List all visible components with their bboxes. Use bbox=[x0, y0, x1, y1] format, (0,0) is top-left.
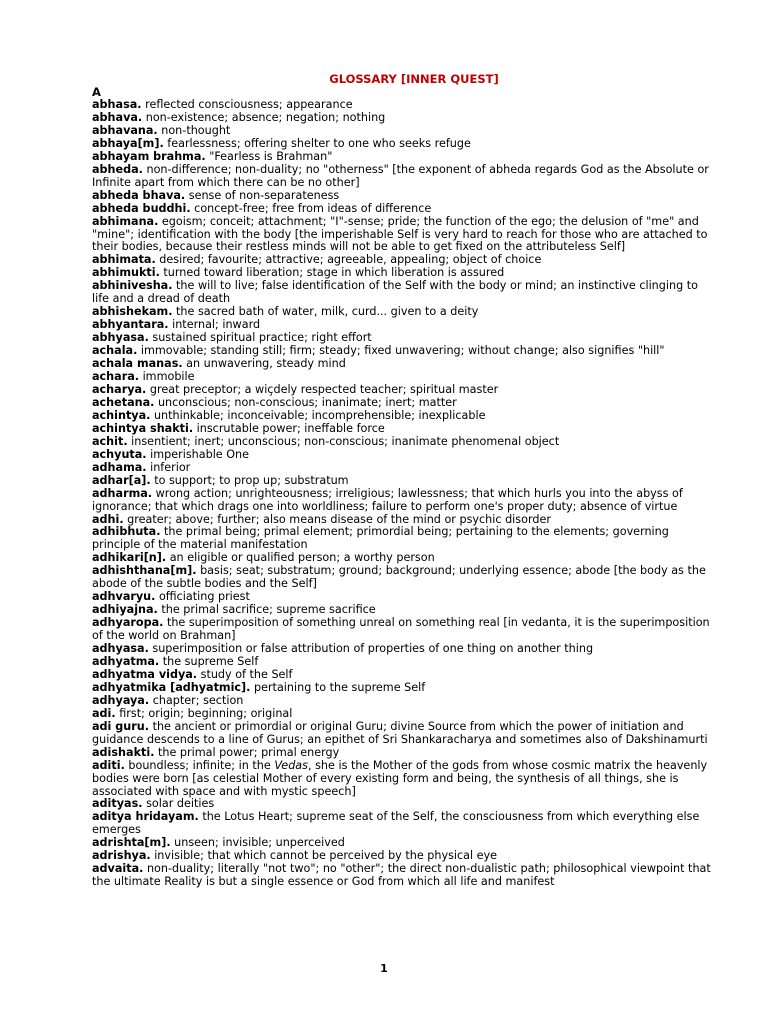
glossary-definition: superimposition or false attribution of properties of one thing on another thing bbox=[152, 642, 594, 656]
glossary-definition: fearlessness; offering shelter to one who seeks refuge bbox=[167, 136, 471, 150]
glossary-definition: an unwavering, steady mind bbox=[186, 357, 346, 371]
glossary-term: achit. bbox=[92, 434, 128, 448]
glossary-definition: non-thought bbox=[161, 123, 231, 137]
glossary-definition: turned toward liberation; stage in which liberation is assured bbox=[163, 266, 505, 280]
page-number: 1 bbox=[380, 962, 388, 975]
glossary-entry bbox=[92, 216, 718, 255]
glossary-definition: solar deities bbox=[146, 797, 215, 811]
glossary-term: achala. bbox=[92, 344, 138, 358]
glossary-term: abhishekam. bbox=[92, 305, 173, 319]
glossary-definition: an eligible or qualified person; a worthy person bbox=[169, 551, 435, 565]
glossary-term: abhimukti. bbox=[92, 266, 160, 280]
glossary-definition: great preceptor; a wiçdely respected teacher; spiritual master bbox=[149, 382, 499, 396]
glossary-definition: unthinkable; inconceivable; incomprehensible; inexplicable bbox=[153, 408, 486, 422]
glossary-definition: "Fearless is Brahman" bbox=[209, 149, 333, 163]
glossary-definition: to support; to prop up; substratum bbox=[154, 473, 349, 487]
glossary-term: adhyatma. bbox=[92, 654, 160, 668]
definition-text: boundless; infinite; in the bbox=[128, 758, 275, 772]
glossary-entry bbox=[92, 863, 718, 889]
glossary-definition: inscrutable power; ineffable force bbox=[196, 421, 385, 435]
glossary-term: adhvaryu. bbox=[92, 590, 156, 604]
glossary-definition: the primal power; primal energy bbox=[158, 745, 340, 759]
glossary-definition: desired; favourite; attractive; agreeable, appealing; object of choice bbox=[159, 253, 542, 267]
glossary-term: adharma. bbox=[92, 486, 153, 500]
glossary-term: abheda. bbox=[92, 162, 143, 176]
glossary-term: adhyatma vidya. bbox=[92, 667, 198, 681]
glossary-term: abhayam brahma. bbox=[92, 149, 206, 163]
glossary-term: adhyaya. bbox=[92, 693, 150, 707]
glossary-definition: the primal being; primal element; primordial being; pertaining to the elements; governing principle of the material manifestation bbox=[92, 525, 669, 552]
glossary-definition: concept-free; free from ideas of difference bbox=[194, 201, 432, 215]
glossary-definition: greater; above; further; also means disease of the mind or psychic disorder bbox=[127, 512, 551, 526]
glossary-term: achetana. bbox=[92, 395, 155, 409]
glossary-term: adhikari[n]. bbox=[92, 551, 167, 565]
glossary-definition: insentient; inert; unconscious; non-conscious; inanimate phenomenal object bbox=[131, 434, 560, 448]
glossary-definition: immovable; standing still; firm; steady; fixed unwavering; without change; also signifies "hill" bbox=[140, 344, 665, 358]
glossary-definition: sustained spiritual practice; right effort bbox=[152, 331, 372, 345]
glossary-definition: egoism; conceit; attachment; "I"-sense; pride; the function of the ego; the delusion of "me" and "mine"; identification with the body [the imperishable Self is very hard to reach for those who are attached to their bodies, because their restless minds will not be able to get fixed on the attributeless Self] bbox=[92, 214, 708, 254]
glossary-definition: unseen; invisible; unperceived bbox=[174, 836, 345, 850]
glossary-term: abhyasa. bbox=[92, 331, 149, 345]
glossary-entry bbox=[92, 280, 718, 306]
glossary-definition: the sacred bath of water, milk, curd... given to a deity bbox=[176, 305, 479, 319]
glossary-term: abhimana. bbox=[92, 214, 159, 228]
glossary-entry bbox=[92, 565, 718, 591]
glossary-term: abhava. bbox=[92, 110, 143, 124]
glossary-term: achintya. bbox=[92, 408, 151, 422]
glossary-term: aditya hridayam. bbox=[92, 810, 199, 824]
glossary-term: achintya shakti. bbox=[92, 421, 194, 435]
glossary-term: abhimata. bbox=[92, 253, 156, 267]
section-letter-heading: A bbox=[92, 85, 101, 99]
glossary-definition: unconscious; non-conscious; inanimate; inert; matter bbox=[157, 395, 457, 409]
glossary-definition: the superimposition of something unreal on something real [in vedanta, it is the superimposition of the world on Brahman] bbox=[92, 616, 710, 643]
glossary-definition: inferior bbox=[150, 460, 191, 474]
glossary-definition: first; origin; beginning; original bbox=[119, 706, 293, 720]
glossary-definition: the ancient or primordial or original Guru; divine Source from which the power of initiation and guidance descends to a line of Gurus; an epithet of Sri Shankaracharya and sometimes also of Dakshinamurti bbox=[92, 719, 708, 746]
glossary-definition: imperishable One bbox=[150, 447, 250, 461]
glossary-term: abheda buddhi. bbox=[92, 201, 191, 215]
glossary-definition bbox=[92, 759, 707, 798]
glossary-entry bbox=[92, 488, 718, 514]
glossary-definition: chapter; section bbox=[152, 693, 244, 707]
glossary-definition: wrong action; unrighteousness; irreligious; lawlessness; that which hurls you into the abyss of ignorance; that which drags one into worldliness; failure to perform one's proper duty; absence of virtue bbox=[92, 486, 683, 513]
glossary-entry bbox=[92, 617, 718, 643]
glossary-term: adhibhuta. bbox=[92, 525, 161, 539]
glossary-definition: basis; seat; substratum; ground; background; underlying essence; abode [the body as the abode of the subtle bodies and the Self] bbox=[92, 564, 706, 591]
glossary-term: adi guru. bbox=[92, 719, 149, 733]
glossary-definition: officiating priest bbox=[158, 590, 250, 604]
glossary-term: adi. bbox=[92, 706, 116, 720]
glossary-entry bbox=[92, 760, 718, 799]
glossary-term: abhyantara. bbox=[92, 318, 169, 332]
glossary-term: advaita. bbox=[92, 862, 144, 876]
glossary-definition: the will to live; false identification of the Self with the body or mind; an instinctive clinging to life and a dread of death bbox=[92, 279, 698, 306]
glossary-term: abhavana. bbox=[92, 123, 158, 137]
glossary-term: achyuta. bbox=[92, 447, 147, 461]
glossary-term: adhishthana[m]. bbox=[92, 564, 197, 578]
glossary-definition: pertaining to the supreme Self bbox=[253, 680, 426, 694]
glossary-term: adhiyajna. bbox=[92, 603, 158, 617]
glossary-term: abhinivesha. bbox=[92, 279, 173, 293]
glossary-term: adrishta[m]. bbox=[92, 836, 171, 850]
glossary-definition: non-duality; literally "not two"; no "other"; the direct non-dualistic path; philosophical viewpoint that the ultimate Reality is but a single essence or God from which all life and manifest bbox=[92, 862, 711, 889]
glossary-definition: non-difference; non-duality; no "otherness" [the exponent of abheda regards God as the Absolute or Infinite apart from which there can be no other] bbox=[92, 162, 709, 189]
document-title: GLOSSARY [INNER QUEST] bbox=[329, 72, 499, 86]
glossary-term: adhi. bbox=[92, 512, 124, 526]
glossary-definition: sense of non-separateness bbox=[188, 188, 340, 202]
glossary-term: abheda bhava. bbox=[92, 188, 186, 202]
glossary-term: acharya. bbox=[92, 382, 147, 396]
glossary-term: aditi. bbox=[92, 758, 125, 772]
glossary-definition: invisible; that which cannot be perceived by the physical eye bbox=[154, 849, 498, 863]
glossary-term: adhama. bbox=[92, 460, 147, 474]
glossary-term: adityas. bbox=[92, 797, 143, 811]
glossary-term: adhyatmika [adhyatmic]. bbox=[92, 680, 251, 694]
glossary-definition: study of the Self bbox=[200, 667, 293, 681]
glossary-term: abhasa. bbox=[92, 98, 142, 111]
glossary-definition: the primal sacrifice; supreme sacrifice bbox=[161, 603, 376, 617]
glossary-entry bbox=[92, 811, 718, 837]
glossary-definition: non-existence; absence; negation; nothing bbox=[145, 110, 386, 124]
glossary-term: adhyaropa. bbox=[92, 616, 164, 630]
glossary-definition: the Lotus Heart; supreme seat of the Self, the consciousness from which everything else emerges bbox=[92, 810, 700, 837]
glossary-term: achala manas. bbox=[92, 357, 183, 371]
glossary-term: adrishya. bbox=[92, 849, 151, 863]
glossary-entry bbox=[92, 721, 718, 747]
glossary-term: achara. bbox=[92, 370, 140, 384]
glossary-entry bbox=[92, 526, 718, 552]
glossary-definition: reflected consciousness; appearance bbox=[145, 98, 353, 111]
glossary-definition: internal; inward bbox=[172, 318, 261, 332]
glossary-entry bbox=[92, 164, 718, 190]
glossary-term: abhaya[m]. bbox=[92, 136, 164, 150]
glossary-definition: immobile bbox=[142, 370, 195, 384]
glossary-term: adhyasa. bbox=[92, 642, 149, 656]
definition-text: , she is the Mother of the gods from whose cosmic matrix the heavenly bodies were born [as celestial Mother of every existing form and being, the synthesis of all things, she is associated with space and with mystic speech] bbox=[92, 758, 708, 798]
definition-emphasis: Vedas bbox=[274, 758, 308, 772]
glossary-entry-list bbox=[92, 99, 718, 889]
glossary-content bbox=[92, 73, 718, 889]
glossary-term: adishakti. bbox=[92, 745, 155, 759]
glossary-definition: the supreme Self bbox=[162, 654, 259, 668]
glossary-term: adhar[a]. bbox=[92, 473, 151, 487]
